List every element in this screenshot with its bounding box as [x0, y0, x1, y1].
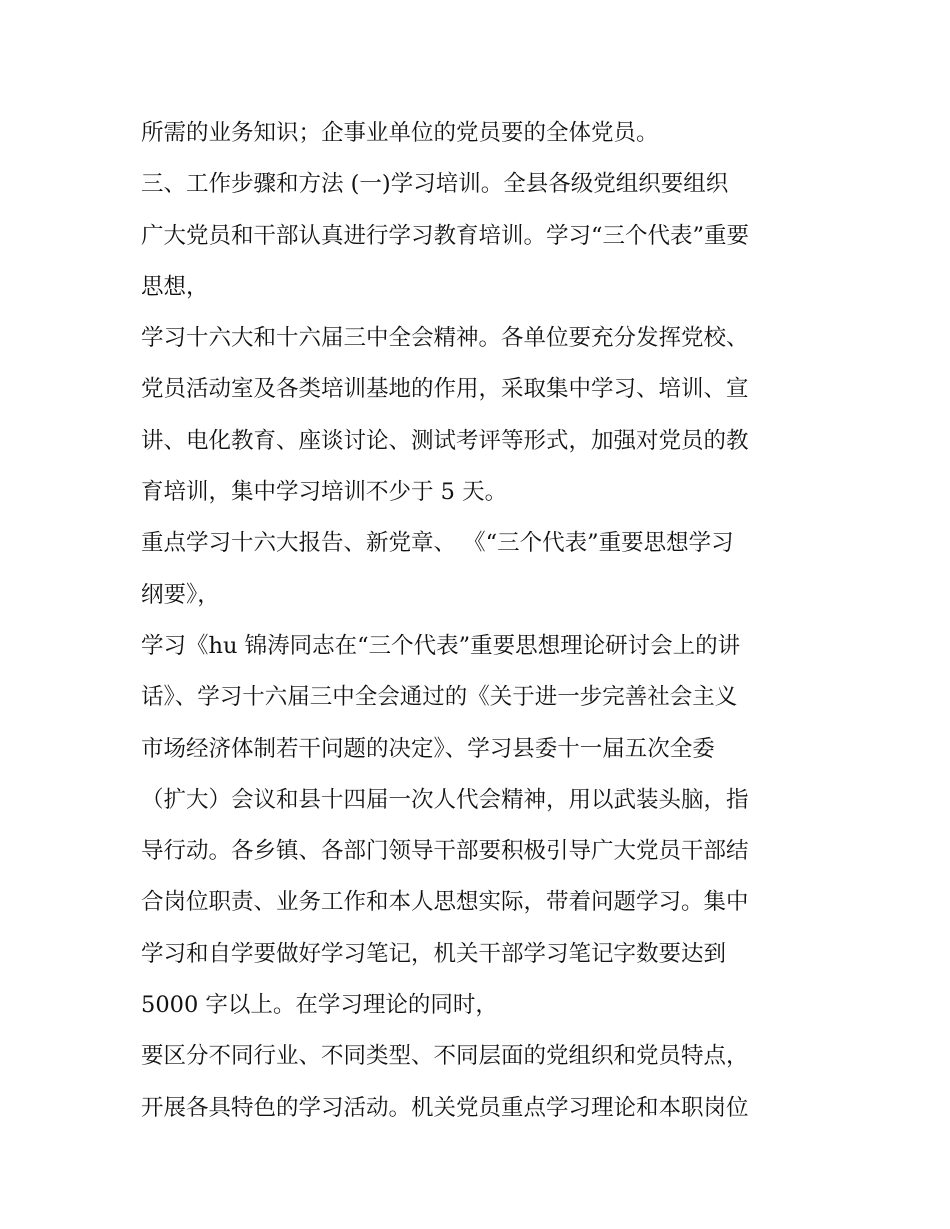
text-line: 所需的业务知识；企事业单位的党员要的全体党员。: [141, 120, 659, 146]
text-line: 讲、电化教育、座谈讨论、测试考评等形式，加强对党员的教: [141, 427, 749, 454]
text-line: 5000 字以上。在学习理论的同时，: [141, 992, 498, 1019]
text-line: 合岗位职责、业务工作和本人思想实际，带着问题学习。集中: [141, 889, 749, 916]
text-line: 纲要》，: [141, 581, 220, 608]
text-line: 导行动。各乡镇、各部门领导干部要积极引导广大党员干部结: [141, 838, 749, 865]
text-line: 三、工作步骤和方法 (一)学习培训。全县各级党组织要组织: [141, 171, 729, 198]
document-body: [141, 108, 831, 1134]
text-line: 党员活动室及各类培训基地的作用，采取集中学习、培训、宣: [141, 376, 749, 403]
text-line: 育培训，集中学习培训不少于 5 天。: [141, 479, 508, 506]
text-line: 广大党员和干部认真进行学习教育培训。学习“三个代表”重要: [141, 222, 750, 249]
text-line: 市场经济体制若干问题的决定》、学习县委十一届五次全委: [141, 735, 715, 762]
text-line: 开展各具特色的学习活动。机关党员重点学习理论和本职岗位: [141, 1094, 749, 1121]
text-line: 学习十六大和十六届三中全会精神。各单位要充分发挥党校、: [141, 325, 749, 352]
text-line: 学习《hu 锦涛同志在“三个代表”重要思想理论研讨会上的讲: [141, 632, 741, 659]
text-line: 思想，: [141, 273, 209, 300]
text-line: 要区分不同行业、不同类型、不同层面的党组织和党员特点，: [141, 1043, 749, 1070]
text-line: （扩大）会议和县十四届一次人代会精神，用以武装头脑，指: [141, 786, 749, 813]
text-line: 学习和自学要做好学习笔记，机关干部学习笔记字数要达到: [141, 940, 727, 967]
text-line: 话》、学习十六届三中全会通过的《关于进一步完善社会主义: [141, 684, 738, 711]
text-line: 重点学习十六大报告、新党章、 《“三个代表”重要思想学习: [141, 530, 734, 557]
